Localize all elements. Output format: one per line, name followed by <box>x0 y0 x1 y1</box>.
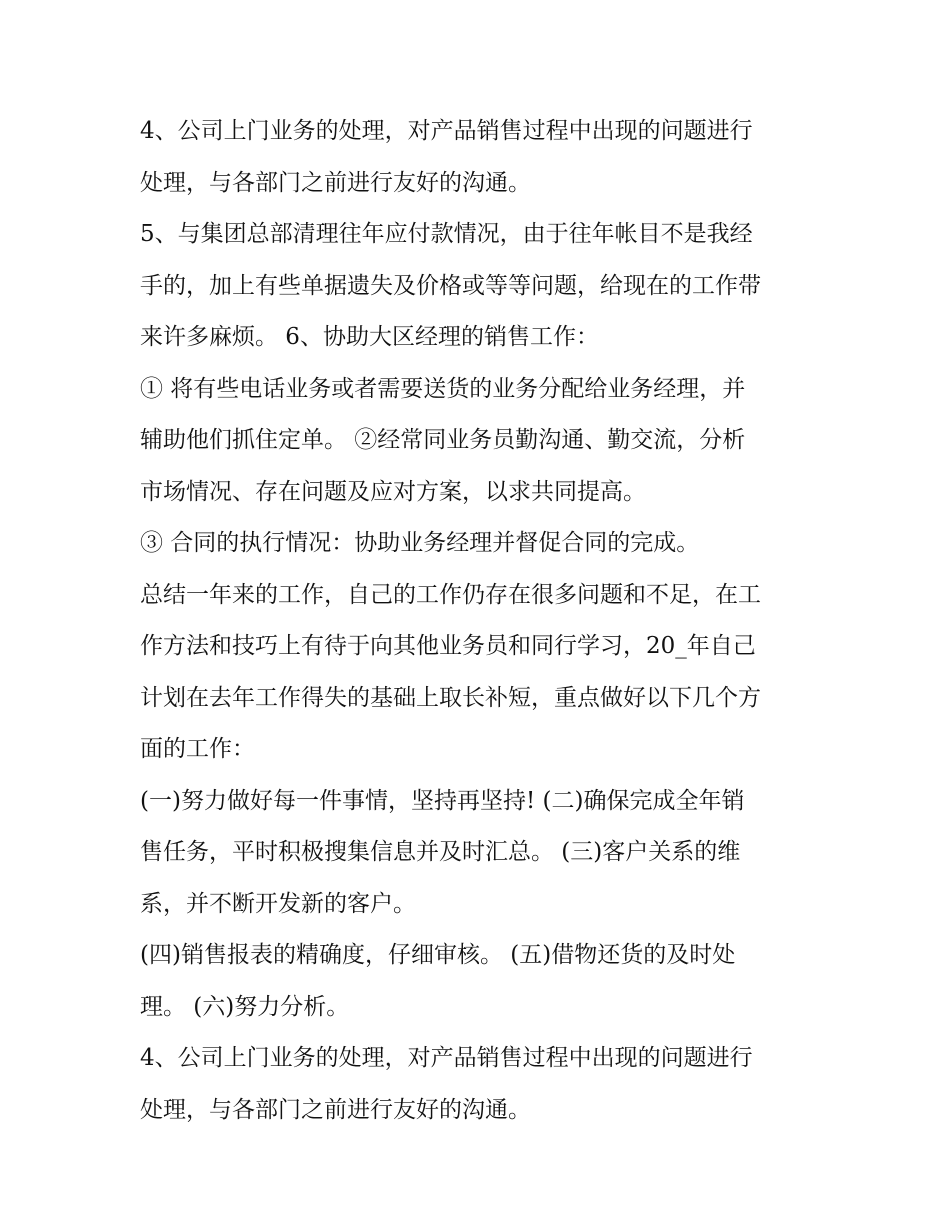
text-line: ① 将有些电话业务或者需要送货的业务分配给业务经理，并 <box>140 375 746 402</box>
text-line: 手的，加上有些单据遗失及价格或等等问题，给现在的工作带 <box>140 272 761 299</box>
text-line: 5、与集团总部清理往年应付款情况，由于往年帐目不是我经 <box>140 221 753 247</box>
paragraph-assist-items <box>140 364 820 519</box>
paragraph-year-summary <box>140 570 820 776</box>
text-line: 总结一年来的工作，自己的工作仍存在很多问题和不足，在工 <box>140 581 761 608</box>
text-line: (四)销售报表的精确度，仔细审核。 (五)借物还货的及时处 <box>140 942 736 968</box>
paragraph-plan-items-2 <box>140 930 820 1033</box>
text-line: ③ 合同的执行情况：协助业务经理并督促合同的完成。 <box>140 530 700 556</box>
text-line: 4、公司上门业务的处理，对产品销售过程中出现的问题进行 <box>140 1045 753 1071</box>
text-line: 计划在去年工作得失的基础上取长补短，重点做好以下几个方 <box>140 684 761 711</box>
text-line: 处理，与各部门之前进行友好的沟通。 <box>140 169 531 196</box>
text-line: 系，并不断开发新的客户。 <box>140 890 416 917</box>
text-line: 来许多麻烦。 6、协助大区经理的销售工作： <box>140 324 599 350</box>
document-body <box>140 106 820 1136</box>
text-line: 作方法和技巧上有待于向其他业务员和同行学习，20_年自己 <box>140 633 756 659</box>
text-line: 售任务，平时积极搜集信息并及时汇总。 (三)客户关系的维 <box>140 839 741 865</box>
paragraph-contract-execution <box>140 518 820 570</box>
paragraph-plan-items-1 <box>140 776 820 931</box>
paragraph-accounts-payable <box>140 209 820 364</box>
text-line: 市场情况、存在问题及应对方案，以求共同提高。 <box>140 478 646 505</box>
text-line: 4、公司上门业务的处理，对产品销售过程中出现的问题进行 <box>140 118 753 144</box>
text-line: (一)努力做好每一件事情，坚持再坚持! (二)确保完成全年销 <box>140 787 745 814</box>
text-line: 理。 (六)努力分析。 <box>140 993 350 1020</box>
paragraph-upstairs-business-repeat <box>140 1033 820 1136</box>
text-line: 辅助他们抓住定单。 ②经常同业务员勤沟通、勤交流，分析 <box>140 427 746 453</box>
text-line: 面的工作： <box>140 736 255 762</box>
text-line: 处理，与各部门之前进行友好的沟通。 <box>140 1096 531 1123</box>
paragraph-upstairs-business <box>140 106 820 209</box>
